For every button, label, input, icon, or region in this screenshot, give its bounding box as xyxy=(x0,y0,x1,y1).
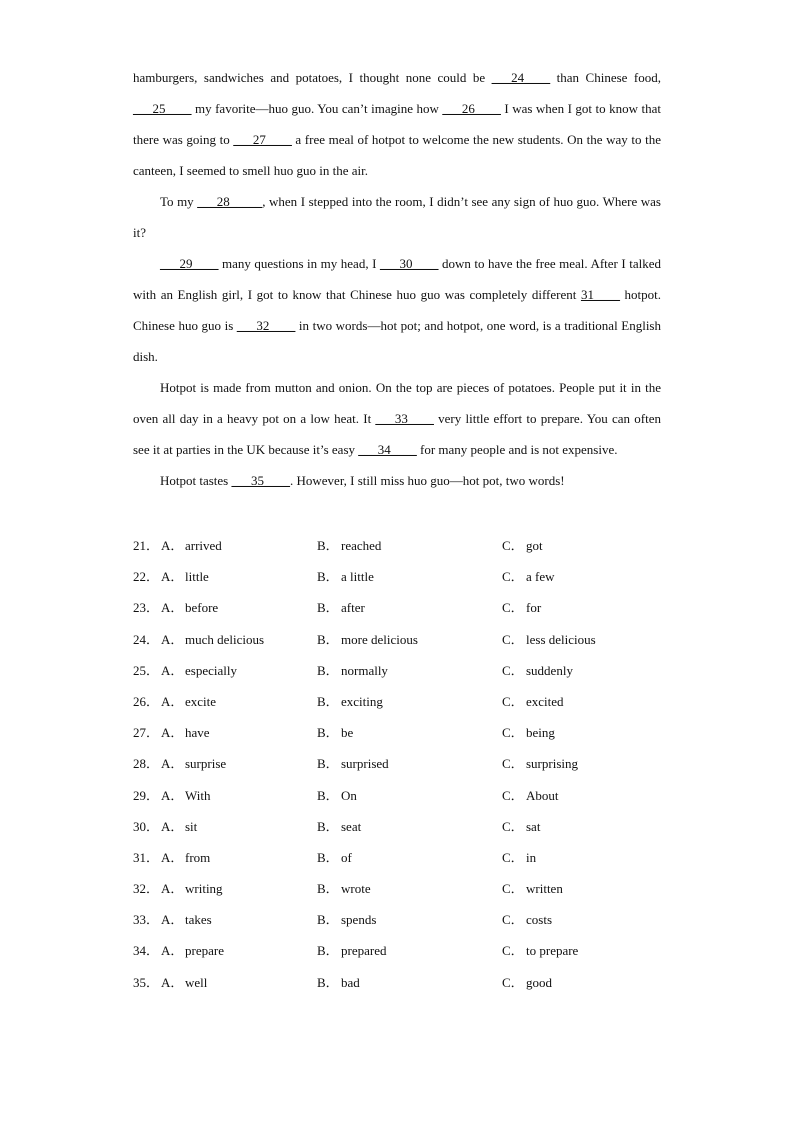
option-letter: C． xyxy=(502,538,524,553)
passage-text: a free meal of hotpot to welcome the new students. On the way to the canteen, I seemed to smell huo guo in the air. xyxy=(133,132,661,178)
question-number: 21． xyxy=(133,538,160,553)
option-letter: B． xyxy=(317,943,339,959)
option-b xyxy=(317,811,361,842)
option-text: for xyxy=(526,600,542,616)
option-text: being xyxy=(526,725,555,741)
option-text: prepare xyxy=(185,943,224,959)
option-letter: B． xyxy=(317,849,339,865)
option-letter: A． xyxy=(161,538,184,553)
question-row xyxy=(133,530,693,561)
option-text: On xyxy=(341,787,357,803)
option-text: suddenly xyxy=(526,662,573,678)
option-c xyxy=(502,748,578,779)
option-text: spends xyxy=(341,912,377,928)
question-row xyxy=(133,748,693,779)
passage-text: than Chinese food, xyxy=(550,70,662,85)
answer-blank: ___26____ xyxy=(442,101,501,116)
option-text: seat xyxy=(341,818,362,834)
option-a xyxy=(161,717,210,748)
option-letter: B． xyxy=(317,818,339,834)
answer-blank: ___27____ xyxy=(233,132,292,147)
option-text: exciting xyxy=(341,693,383,709)
option-text: With xyxy=(185,787,211,803)
option-text: in xyxy=(526,849,537,865)
option-b xyxy=(317,624,418,655)
passage-text: , when I stepped into the room, I didn’t see any sign of huo guo. Where was it? xyxy=(133,194,661,240)
option-letter: B． xyxy=(317,756,339,772)
option-b xyxy=(317,686,383,717)
option-text: good xyxy=(526,974,552,990)
option-text: to prepare xyxy=(526,943,579,959)
question-row xyxy=(133,686,693,717)
question-number: 23． xyxy=(133,600,160,616)
option-letter: A． xyxy=(161,818,184,834)
option-c xyxy=(502,717,555,748)
option-letter: C． xyxy=(502,881,524,897)
option-text: sit xyxy=(185,818,198,834)
option-letter: A． xyxy=(161,787,184,803)
question-number: 34． xyxy=(133,943,160,959)
answer-blank: ___25____ xyxy=(133,101,192,116)
option-a xyxy=(161,873,223,904)
answer-blank: ___34____ xyxy=(358,442,417,457)
question-row xyxy=(133,935,693,966)
option-letter: A． xyxy=(161,693,184,709)
answer-blank: ___32____ xyxy=(236,318,296,333)
question-row xyxy=(133,967,693,998)
question-row xyxy=(133,904,693,935)
option-letter: A． xyxy=(161,881,184,897)
option-c xyxy=(502,873,563,904)
question-row xyxy=(133,842,693,873)
question-number: 31． xyxy=(133,849,160,865)
option-b xyxy=(317,561,374,592)
option-letter: C． xyxy=(502,912,524,928)
option-letter: B． xyxy=(317,693,339,709)
passage-text: To my xyxy=(160,194,198,209)
option-letter: C． xyxy=(502,569,524,585)
option-letter: A． xyxy=(161,631,184,647)
question-number: 25． xyxy=(133,662,160,678)
option-text: wrote xyxy=(341,881,371,897)
option-letter: B． xyxy=(317,787,339,803)
option-letter: C． xyxy=(502,849,524,865)
option-b xyxy=(317,842,352,873)
option-text: from xyxy=(185,849,211,865)
option-text: have xyxy=(185,725,210,741)
option-text: written xyxy=(526,881,563,897)
option-text: excited xyxy=(526,693,564,709)
option-letter: B． xyxy=(317,662,339,678)
question-number: 29． xyxy=(133,787,160,803)
question-number: 30． xyxy=(133,818,160,834)
option-c xyxy=(502,655,573,686)
passage-paragraph xyxy=(133,372,661,465)
passage-paragraph xyxy=(133,465,661,496)
option-letter: C． xyxy=(502,787,524,803)
option-a xyxy=(161,530,222,561)
option-text: a little xyxy=(341,569,374,585)
option-text: before xyxy=(185,600,219,616)
question-number: 27． xyxy=(133,725,160,741)
option-text: much delicious xyxy=(185,631,265,647)
question-number: 35． xyxy=(133,974,160,990)
option-b xyxy=(317,592,365,623)
option-text: About xyxy=(526,787,559,803)
option-c xyxy=(502,811,540,842)
option-letter: A． xyxy=(161,725,184,741)
option-c xyxy=(502,530,543,561)
question-row xyxy=(133,592,693,623)
option-a xyxy=(161,748,226,779)
passage-text: hotpot. Chinese huo guo is xyxy=(133,287,661,333)
option-letter: A． xyxy=(161,912,184,928)
option-text: a few xyxy=(526,569,555,585)
question-row xyxy=(133,873,693,904)
option-c xyxy=(502,561,555,592)
option-letter: A． xyxy=(161,756,184,772)
option-c xyxy=(502,780,559,811)
option-b xyxy=(317,873,371,904)
option-letter: B． xyxy=(317,631,339,647)
option-text: surprised xyxy=(341,756,389,772)
option-letter: B． xyxy=(317,912,339,928)
option-letter: C． xyxy=(502,693,524,709)
option-a xyxy=(161,842,210,873)
option-letter: A． xyxy=(161,974,184,990)
option-text: more delicious xyxy=(341,631,418,647)
question-number: 32． xyxy=(133,881,160,897)
option-text: be xyxy=(341,725,354,741)
option-a xyxy=(161,561,209,592)
passage-text: . However, I still miss huo guo—hot pot, two words! xyxy=(290,473,565,488)
option-c xyxy=(502,967,552,998)
option-text: reached xyxy=(341,538,382,553)
option-text: takes xyxy=(185,912,212,928)
option-letter: A． xyxy=(161,849,184,865)
option-text: sat xyxy=(526,818,541,834)
answer-blank: ___30____ xyxy=(379,256,439,271)
option-a xyxy=(161,655,237,686)
option-text: less delicious xyxy=(526,631,596,647)
option-c xyxy=(502,842,536,873)
option-b xyxy=(317,780,357,811)
option-a xyxy=(161,686,216,717)
option-letter: B． xyxy=(317,600,339,616)
option-a xyxy=(161,967,207,998)
passage-text: I was when I got to know that there was going to xyxy=(133,101,661,147)
passage-text: hamburgers, sandwiches and potatoes, I thought none could be xyxy=(133,70,492,85)
option-letter: C． xyxy=(502,600,524,616)
passage-text: very little effort to prepare. You can often see it at parties in the UK because it’s easy xyxy=(133,411,661,457)
answer-blank: ___24____ xyxy=(491,70,551,85)
option-text: costs xyxy=(526,912,552,928)
option-a xyxy=(161,780,210,811)
option-b xyxy=(317,717,353,748)
passage-paragraph xyxy=(133,186,661,248)
passage-text: Hotpot is made from mutton and onion. On the top are pieces of potatoes. People put it in the oven all day in a heavy pot on a low heat. It xyxy=(133,380,661,426)
option-letter: C． xyxy=(502,974,524,990)
answer-blank: ___33____ xyxy=(375,411,434,426)
option-text: arrived xyxy=(185,538,222,553)
option-letter: A． xyxy=(161,943,184,959)
answer-blank: ___35____ xyxy=(231,473,290,488)
question-number: 22． xyxy=(133,569,160,585)
option-a xyxy=(161,624,264,655)
option-text: surprise xyxy=(185,756,227,772)
option-b xyxy=(317,935,386,966)
answer-blank: 31____ xyxy=(580,287,620,302)
option-text: prepared xyxy=(341,943,387,959)
option-b xyxy=(317,904,376,935)
question-row xyxy=(133,655,693,686)
option-text: after xyxy=(341,600,365,616)
option-letter: C． xyxy=(502,943,524,959)
passage-text: Hotpot tastes xyxy=(160,473,232,488)
option-letter: B． xyxy=(317,725,339,741)
option-letter: C． xyxy=(502,631,524,647)
option-text: of xyxy=(341,849,352,865)
option-text: normally xyxy=(341,662,388,678)
option-text: excite xyxy=(185,693,217,709)
option-letter: C． xyxy=(502,818,524,834)
passage-text: my favorite—huo guo. You can’t imagine how xyxy=(191,101,443,116)
answer-blank: ___28_____ xyxy=(197,194,263,209)
option-letter: B． xyxy=(317,974,339,990)
option-letter: C． xyxy=(502,756,524,772)
option-b xyxy=(317,967,360,998)
question-number: 24． xyxy=(133,631,160,647)
passage-text: down to have the free meal. After I talked with an English girl, I got to know that Chinese huo guo was completely different xyxy=(133,256,661,302)
option-c xyxy=(502,592,541,623)
option-text: got xyxy=(526,538,543,553)
question-row xyxy=(133,780,693,811)
option-b xyxy=(317,748,389,779)
passage-text: in two words—hot pot; and hotpot, one word, is a traditional English dish. xyxy=(133,318,661,364)
option-a xyxy=(161,592,218,623)
option-text: well xyxy=(185,974,208,990)
option-a xyxy=(161,904,212,935)
option-letter: A． xyxy=(161,662,184,678)
question-row xyxy=(133,624,693,655)
option-a xyxy=(161,935,224,966)
option-letter: C． xyxy=(502,725,524,741)
option-c xyxy=(502,624,596,655)
option-c xyxy=(502,935,578,966)
option-a xyxy=(161,811,197,842)
option-text: writing xyxy=(185,881,223,897)
question-number: 33． xyxy=(133,912,160,928)
passage-paragraph xyxy=(133,62,661,186)
option-c xyxy=(502,904,552,935)
question-row xyxy=(133,811,693,842)
option-letter: B． xyxy=(317,881,339,897)
option-letter: B． xyxy=(317,538,339,553)
option-text: bad xyxy=(341,974,360,990)
question-row xyxy=(133,561,693,592)
answer-blank: ___29____ xyxy=(160,256,219,271)
passage xyxy=(133,62,661,496)
option-text: little xyxy=(185,569,209,585)
options-list xyxy=(133,530,693,998)
passage-text: for many people and is not expensive. xyxy=(416,442,618,457)
passage-paragraph xyxy=(133,248,661,372)
question-number: 26． xyxy=(133,693,160,709)
option-letter: A． xyxy=(161,569,184,585)
option-c xyxy=(502,686,564,717)
option-letter: C． xyxy=(502,662,524,678)
option-letter: B． xyxy=(317,569,339,585)
option-text: surprising xyxy=(526,756,578,772)
option-text: especially xyxy=(185,662,237,678)
question-row xyxy=(133,717,693,748)
option-letter: A． xyxy=(161,600,184,616)
passage-text: many questions in my head, I xyxy=(218,256,380,271)
option-b xyxy=(317,655,388,686)
question-number: 28． xyxy=(133,756,160,772)
option-b xyxy=(317,530,381,561)
